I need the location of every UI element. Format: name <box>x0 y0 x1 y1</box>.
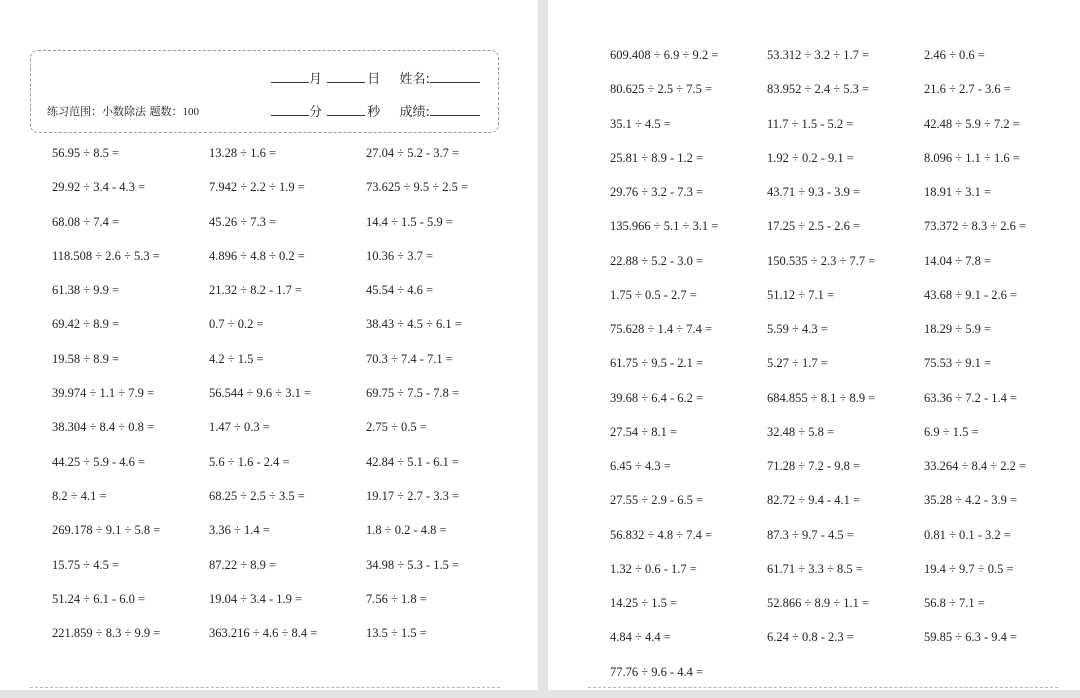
problem-item: 27.54 ÷ 8.1 = <box>610 424 678 439</box>
problem-item: 56.832 ÷ 4.8 ÷ 7.4 = <box>610 527 713 542</box>
practice-scope-text: 练习范围：小数除法 题数： <box>47 105 183 118</box>
practice-scope <box>47 103 199 119</box>
problem-row <box>610 218 1080 252</box>
problem-row <box>610 664 1080 698</box>
problem-row <box>610 561 1080 595</box>
problem-row <box>52 522 523 556</box>
problem-row <box>610 424 1080 458</box>
problem-item: 3.36 ÷ 1.4 = <box>209 523 270 538</box>
problem-item: 73.372 ÷ 8.3 ÷ 2.6 = <box>924 219 1027 234</box>
date-name-row <box>271 68 480 87</box>
problem-item: 68.25 ÷ 2.5 ÷ 3.5 = <box>209 488 305 503</box>
problem-item: 69.42 ÷ 8.9 = <box>52 317 120 332</box>
problem-item: 32.48 ÷ 5.8 = <box>767 424 835 439</box>
problem-item: 118.508 ÷ 2.6 ÷ 5.3 = <box>52 248 160 263</box>
name-blank <box>430 70 480 83</box>
problem-item: 77.76 ÷ 9.6 - 4.4 = <box>610 664 704 679</box>
problem-grid-left <box>52 145 523 659</box>
problem-item: 83.952 ÷ 2.4 ÷ 5.3 = <box>767 82 870 97</box>
problem-item: 14.25 ÷ 1.5 = <box>610 596 678 610</box>
problem-item: 19.17 ÷ 2.7 - 3.3 = <box>366 488 460 503</box>
problem-item: 39.974 ÷ 1.1 ÷ 7.9 = <box>52 386 155 401</box>
problem-item: 363.216 ÷ 4.6 ÷ 8.4 = <box>209 626 318 641</box>
problem-item: 2.46 ÷ 0.6 = <box>924 48 985 62</box>
problem-row <box>610 595 1080 629</box>
problem-item: 56.8 ÷ 7.1 = <box>924 596 985 610</box>
problem-item: 25.81 ÷ 8.9 - 1.2 = <box>610 150 704 165</box>
problem-row <box>52 488 523 522</box>
problem-item: 14.04 ÷ 7.8 = <box>924 253 992 268</box>
problem-item: 150.535 ÷ 2.3 ÷ 7.7 = <box>767 253 876 268</box>
problem-row <box>610 184 1080 218</box>
problem-item: 75.53 ÷ 9.1 = <box>924 356 992 371</box>
problem-row <box>610 150 1080 184</box>
problem-item: 8.096 ÷ 1.1 ÷ 1.6 = <box>924 150 1020 165</box>
problem-row <box>610 287 1080 321</box>
worksheet-header-box <box>30 50 499 133</box>
problem-item: 43.71 ÷ 9.3 - 3.9 = <box>767 185 861 199</box>
problem-item: 21.32 ÷ 8.2 - 1.7 = <box>209 283 303 298</box>
problem-item: 70.3 ÷ 7.4 - 7.1 = <box>366 351 453 366</box>
problem-item: 6.24 ÷ 0.8 - 2.3 = <box>767 630 854 645</box>
problem-row <box>610 321 1080 355</box>
problem-item: 29.92 ÷ 3.4 - 4.3 = <box>52 180 146 195</box>
problem-item: 73.625 ÷ 9.5 ÷ 2.5 = <box>366 180 469 195</box>
problem-item: 17.25 ÷ 2.5 - 2.6 = <box>767 219 861 234</box>
problem-item: 221.859 ÷ 8.3 ÷ 9.9 = <box>52 626 161 641</box>
problem-item: 1.8 ÷ 0.2 - 4.8 = <box>366 523 447 538</box>
problem-item: 7.942 ÷ 2.2 ÷ 1.9 = <box>209 180 305 195</box>
problem-row <box>610 458 1080 492</box>
problem-item: 1.92 ÷ 0.2 - 9.1 = <box>767 150 854 165</box>
month-label: 月 <box>309 72 323 87</box>
problem-item: 43.68 ÷ 9.1 - 2.6 = <box>924 287 1018 302</box>
problem-item: 269.178 ÷ 9.1 ÷ 5.8 = <box>52 523 161 538</box>
problem-item: 0.7 ÷ 0.2 = <box>209 317 264 332</box>
problem-item: 15.75 ÷ 4.5 = <box>52 557 120 572</box>
problem-item: 11.7 ÷ 1.5 - 5.2 = <box>767 116 854 131</box>
question-count: 100 <box>182 106 199 118</box>
problem-row <box>610 390 1080 424</box>
problem-item: 13.5 ÷ 1.5 = <box>366 626 427 641</box>
problem-item: 38.304 ÷ 8.4 ÷ 0.8 = <box>52 420 155 435</box>
day-blank <box>327 70 365 83</box>
problem-item: 61.38 ÷ 9.9 = <box>52 283 120 298</box>
problem-item: 18.91 ÷ 3.1 = <box>924 185 992 199</box>
problem-item: 5.27 ÷ 1.7 = <box>767 356 828 371</box>
problem-item: 51.24 ÷ 6.1 - 6.0 = <box>52 591 146 606</box>
problem-row <box>52 179 523 213</box>
problem-item: 5.59 ÷ 4.3 = <box>767 322 828 336</box>
problem-row <box>610 253 1080 287</box>
problem-item: 39.68 ÷ 6.4 - 6.2 = <box>610 390 704 405</box>
problem-item: 69.75 ÷ 7.5 - 7.8 = <box>366 386 460 401</box>
problem-row <box>610 492 1080 526</box>
problem-item: 82.72 ÷ 9.4 - 4.1 = <box>767 493 861 508</box>
month-blank <box>271 70 309 83</box>
problem-item: 80.625 ÷ 2.5 ÷ 7.5 = <box>610 82 713 97</box>
problem-item: 22.88 ÷ 5.2 - 3.0 = <box>610 253 704 268</box>
problem-row <box>610 81 1080 115</box>
problem-item: 6.9 ÷ 1.5 = <box>924 424 979 439</box>
problem-item: 4.84 ÷ 4.4 = <box>610 630 671 645</box>
problem-row <box>52 248 523 282</box>
problem-row <box>52 282 523 316</box>
problem-item: 609.408 ÷ 6.9 ÷ 9.2 = <box>610 48 719 62</box>
problem-item: 19.4 ÷ 9.7 ÷ 0.5 = <box>924 561 1014 576</box>
problem-item: 8.2 ÷ 4.1 = <box>52 488 107 503</box>
minute-label: 分 <box>309 105 323 120</box>
problem-item: 6.45 ÷ 4.3 = <box>610 459 671 473</box>
problem-item: 19.04 ÷ 3.4 - 1.9 = <box>209 591 303 606</box>
problem-item: 14.4 ÷ 1.5 - 5.9 = <box>366 214 453 229</box>
problem-item: 45.26 ÷ 7.3 = <box>209 214 277 229</box>
problem-item: 34.98 ÷ 5.3 - 1.5 = <box>366 557 460 572</box>
problem-item: 35.28 ÷ 4.2 - 3.9 = <box>924 493 1018 508</box>
second-label: 秒 <box>367 105 381 120</box>
problem-item: 61.75 ÷ 9.5 - 2.1 = <box>610 356 704 371</box>
problem-row <box>52 419 523 453</box>
problem-row <box>52 454 523 488</box>
problem-row <box>52 214 523 248</box>
minute-blank <box>271 103 309 116</box>
problem-item: 51.12 ÷ 7.1 = <box>767 287 835 302</box>
problem-item: 44.25 ÷ 5.9 - 4.6 = <box>52 454 146 469</box>
problem-grid-right <box>610 47 1080 698</box>
problem-item: 19.58 ÷ 8.9 = <box>52 351 120 366</box>
problem-item: 33.264 ÷ 8.4 ÷ 2.2 = <box>924 459 1027 473</box>
problem-item: 4.2 ÷ 1.5 = <box>209 351 264 366</box>
problem-item: 42.84 ÷ 5.1 - 6.1 = <box>366 454 460 469</box>
problem-item: 1.75 ÷ 0.5 - 2.7 = <box>610 287 697 302</box>
second-blank <box>327 103 365 116</box>
time-score-row <box>271 101 480 120</box>
problem-item: 135.966 ÷ 5.1 ÷ 3.1 = <box>610 219 719 234</box>
problem-item: 10.36 ÷ 3.7 = <box>366 248 434 263</box>
problem-item: 45.54 ÷ 4.6 = <box>366 283 434 298</box>
problem-item: 52.866 ÷ 8.9 ÷ 1.1 = <box>767 596 870 610</box>
problem-item: 38.43 ÷ 4.5 ÷ 6.1 = <box>366 317 462 332</box>
problem-item: 29.76 ÷ 3.2 - 7.3 = <box>610 185 704 199</box>
problem-row <box>610 47 1080 81</box>
problem-item: 35.1 ÷ 4.5 = <box>610 116 671 131</box>
problem-item: 2.75 ÷ 0.5 = <box>366 420 427 435</box>
problem-item: 75.628 ÷ 1.4 ÷ 7.4 = <box>610 322 713 336</box>
problem-row <box>52 145 523 179</box>
problem-row <box>52 385 523 419</box>
problem-item: 61.71 ÷ 3.3 ÷ 8.5 = <box>767 561 863 576</box>
problem-item: 21.6 ÷ 2.7 - 3.6 = <box>924 82 1011 97</box>
score-label: 成绩: <box>399 105 430 120</box>
problem-row <box>610 527 1080 561</box>
problem-item: 684.855 ÷ 8.1 ÷ 8.9 = <box>767 390 876 405</box>
problem-item: 56.544 ÷ 9.6 ÷ 3.1 = <box>209 386 312 401</box>
problem-item: 1.32 ÷ 0.6 - 1.7 = <box>610 561 697 576</box>
problem-item: 4.896 ÷ 4.8 ÷ 0.2 = <box>209 248 305 263</box>
problem-item: 0.81 ÷ 0.1 - 3.2 = <box>924 527 1011 542</box>
problem-item: 87.22 ÷ 8.9 = <box>209 557 277 572</box>
score-blank <box>430 103 480 116</box>
problem-item: 5.6 ÷ 1.6 - 2.4 = <box>209 454 290 469</box>
problem-item: 71.28 ÷ 7.2 - 9.8 = <box>767 459 861 473</box>
problem-row <box>610 629 1080 663</box>
problem-item: 42.48 ÷ 5.9 ÷ 7.2 = <box>924 116 1020 131</box>
problem-item: 59.85 ÷ 6.3 - 9.4 = <box>924 630 1018 645</box>
problem-row <box>52 557 523 591</box>
problem-row <box>610 116 1080 150</box>
page-1-bottom-divider <box>30 687 500 688</box>
name-label: 姓名: <box>399 72 430 87</box>
problem-item: 1.47 ÷ 0.3 = <box>209 420 270 435</box>
problem-item: 27.55 ÷ 2.9 - 6.5 = <box>610 493 704 508</box>
problem-item: 13.28 ÷ 1.6 = <box>209 146 277 160</box>
worksheet-page-1 <box>0 0 538 690</box>
day-label: 日 <box>367 72 381 87</box>
problem-item: 53.312 ÷ 3.2 ÷ 1.7 = <box>767 48 870 62</box>
problem-item: 56.95 ÷ 8.5 = <box>52 146 120 160</box>
problem-item: 7.56 ÷ 1.8 = <box>366 591 427 606</box>
problem-item: 27.04 ÷ 5.2 - 3.7 = <box>366 146 460 160</box>
problem-row <box>52 351 523 385</box>
problem-item: 87.3 ÷ 9.7 - 4.5 = <box>767 527 854 542</box>
problem-item: 63.36 ÷ 7.2 - 1.4 = <box>924 390 1018 405</box>
problem-row <box>52 591 523 625</box>
problem-row <box>52 625 523 659</box>
problem-row <box>610 355 1080 389</box>
problem-row <box>52 316 523 350</box>
problem-item: 18.29 ÷ 5.9 = <box>924 322 992 336</box>
problem-item: 68.08 ÷ 7.4 = <box>52 214 120 229</box>
